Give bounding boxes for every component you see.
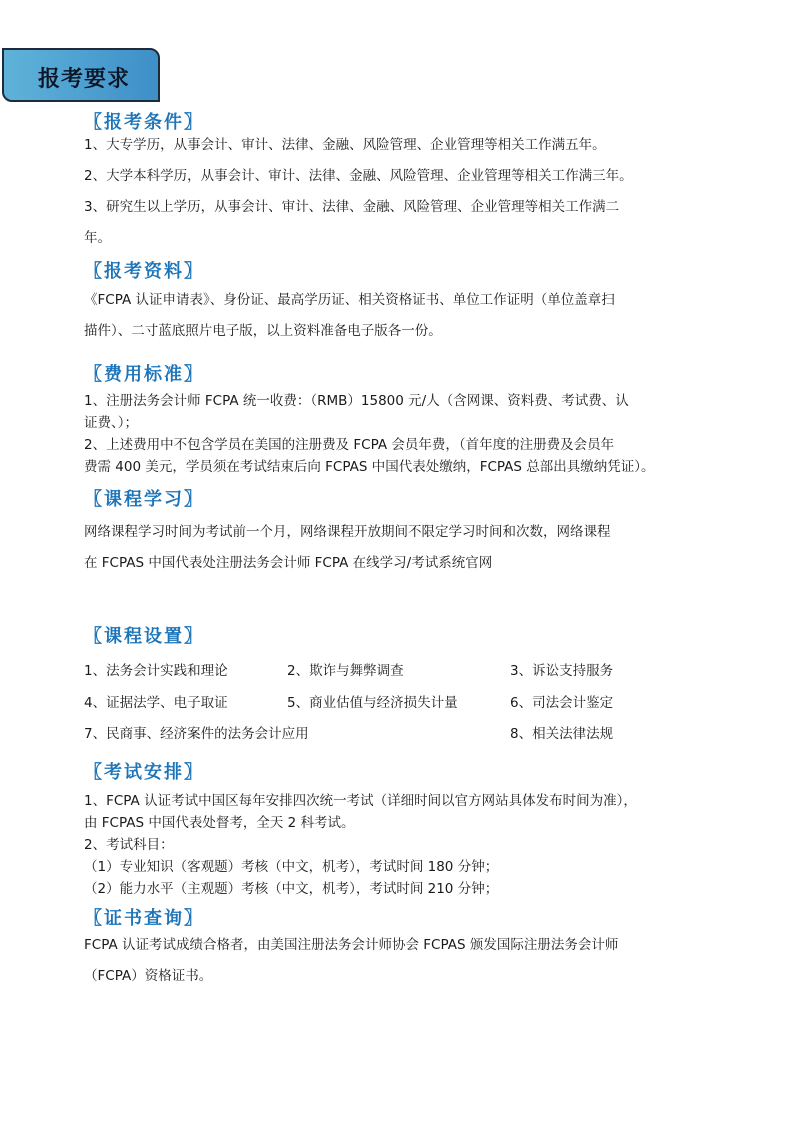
banner-title: 报考要求	[38, 67, 131, 92]
course-item: 4、证据法学、电子取证	[84, 695, 228, 711]
conditions-line-3: 3、研究生以上学历，从事会计、审计、法律、金融、风险管理、企业管理等相关工作满二	[84, 199, 620, 215]
study-text	[84, 517, 724, 579]
exam-line-2: 由 FCPAS 中国代表处督考，全天 2 科考试。	[84, 815, 355, 831]
fees-line-4: 费需 400 美元，学员须在考试结束后向 FCPAS 中国代表处缴纳，FCPAS 总部出具缴纳凭证）。	[84, 459, 655, 475]
section-banner	[2, 48, 160, 102]
exam-line-4: （1）专业知识（客观题）考核（中文，机考），考试时间 180 分钟；	[84, 859, 499, 875]
conditions-line-4: 年。	[84, 230, 111, 246]
heading-fees: 〖费用标准〗	[84, 364, 204, 385]
heading-courses: 〖课程设置〗	[84, 626, 204, 647]
certificate-line-1: FCPA 认证考试成绩合格者，由美国注册法务会计师协会 FCPAS 颁发国际注册法务会计师	[84, 937, 619, 953]
certificate-text	[84, 930, 724, 992]
materials-line-1: 《FCPA 认证申请表》、身份证、最高学历证、相关资格证书、单位工作证明（单位盖章扫	[84, 292, 615, 308]
fees-line-3: 2、上述费用中不包含学员在美国的注册费及 FCPA 会员年费，（首年度的注册费及会员年	[84, 437, 615, 453]
course-item: 2、欺诈与舞弊调查	[287, 663, 404, 679]
course-item: 5、商业估值与经济损失计量	[287, 695, 458, 711]
heading-certificate: 〖证书查询〗	[84, 908, 204, 929]
heading-exam: 〖考试安排〗	[84, 762, 204, 783]
conditions-line-2: 2、大学本科学历，从事会计、审计、法律、金融、风险管理、企业管理等相关工作满三年。	[84, 168, 633, 184]
course-item: 3、诉讼支持服务	[510, 663, 614, 679]
course-item: 7、民商事、经济案件的法务会计应用	[84, 726, 309, 742]
exam-text	[84, 790, 724, 900]
course-item: 8、相关法律法规	[510, 726, 614, 742]
course-item: 6、司法会计鉴定	[510, 695, 614, 711]
exam-line-5: （2）能力水平（主观题）考核（中文，机考），考试时间 210 分钟；	[84, 881, 499, 897]
study-line-2: 在 FCPAS 中国代表处注册法务会计师 FCPA 在线学习/考试系统官网	[84, 555, 493, 571]
certificate-line-2: （FCPA）资格证书。	[84, 968, 213, 984]
exam-line-1: 1、FCPA 认证考试中国区每年安排四次统一考试（详细时间以官方网站具体发布时间为准），	[84, 793, 637, 809]
conditions-line-1: 1、大专学历，从事会计、审计、法律、金融、风险管理、企业管理等相关工作满五年。	[84, 137, 606, 153]
fees-text	[84, 390, 724, 478]
study-line-1: 网络课程学习时间为考试前一个月，网络课程开放期间不限定学习时间和次数，网络课程	[84, 524, 611, 540]
fees-line-1: 1、注册法务会计师 FCPA 统一收费：（RMB）15800 元/人（含网课、资料费、考试费、认	[84, 393, 629, 409]
heading-materials: 〖报考资料〗	[84, 261, 204, 282]
conditions-text	[84, 130, 724, 254]
fees-line-2: 证费、）；	[84, 415, 138, 431]
heading-study: 〖课程学习〗	[84, 489, 204, 510]
course-item: 1、法务会计实践和理论	[84, 663, 228, 679]
exam-line-3: 2、考试科目：	[84, 837, 174, 853]
materials-text	[84, 285, 724, 347]
materials-line-2: 描件）、二寸蓝底照片电子版，以上资料准备电子版各一份。	[84, 323, 442, 339]
heading-conditions: 〖报考条件〗	[84, 112, 204, 133]
